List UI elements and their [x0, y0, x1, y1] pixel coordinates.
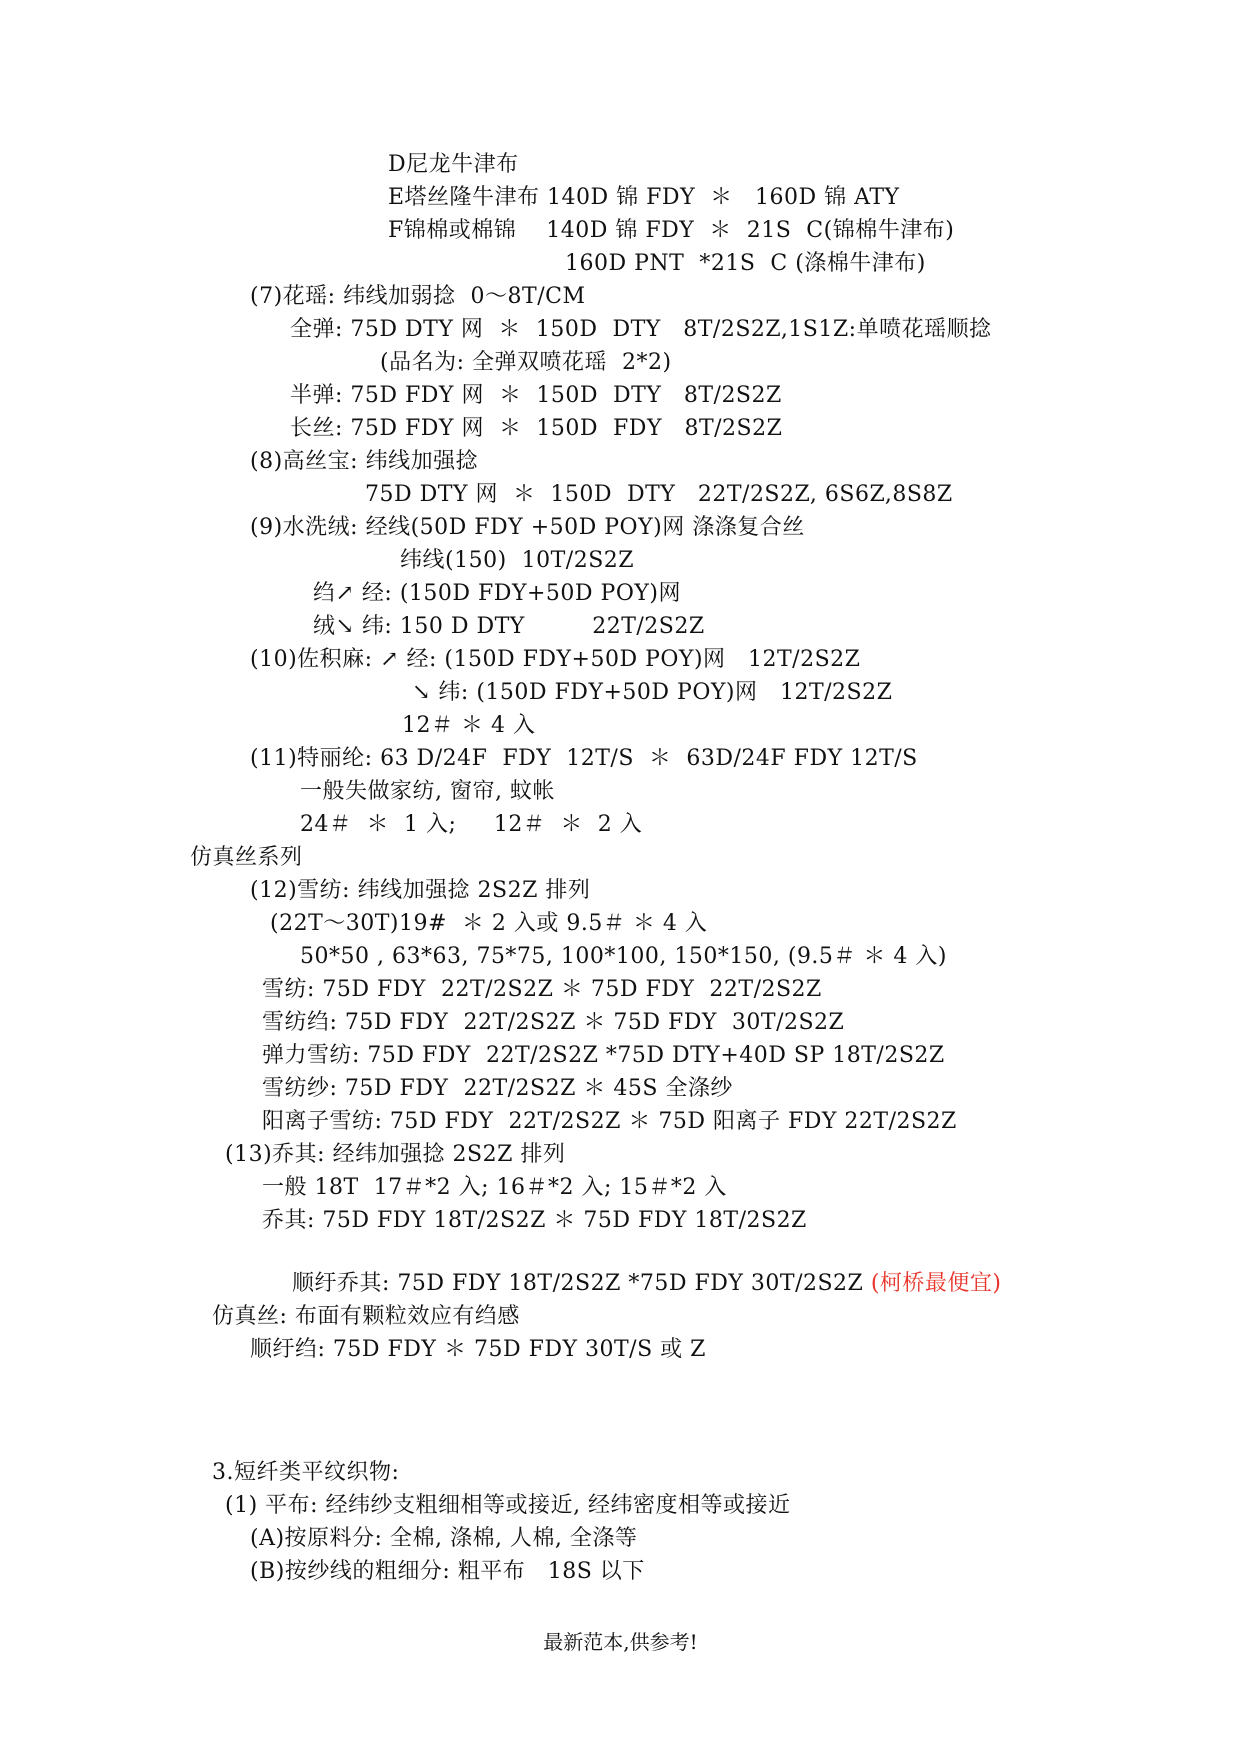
text-line: 160D PNT *21S C (涤棉牛津布) [565, 251, 926, 276]
text-line: 绉↗ 经: (150D FDY+50D POY)网 [313, 581, 681, 606]
text-line: 一般 18T 17＃*2 入; 16＃*2 入; 15＃*2 入 [262, 1175, 727, 1200]
text-line: (7)花瑶: 纬线加弱捻 0～8T/CM [250, 284, 586, 309]
text-line: (1) 平布: 经纬纱支粗细相等或接近, 经纬密度相等或接近 [225, 1493, 791, 1518]
text-line: F锦棉或棉锦 140D 锦 FDY ＊ 21S C(锦棉牛津布) [388, 218, 955, 243]
text-line: (9)水洗绒: 经线(50D FDY +50D POY)网 涤涤复合丝 [250, 515, 805, 540]
text-line: 顺纡绉: 75D FDY ＊ 75D FDY 30T/S 或 Z [250, 1337, 706, 1362]
highlight-note: (柯桥最便宜) [870, 1271, 1002, 1296]
text-line: 长丝: 75D FDY 网 ＊ 150D FDY 8T/2S2Z [290, 416, 783, 441]
text-line: 12＃ ＊ 4 入 [402, 713, 536, 738]
page-footer: 最新范本,供参考! [543, 1630, 698, 1654]
text-line: (品名为: 全弹双喷花瑶 2*2) [380, 350, 672, 375]
text-line: (13)乔其: 经纬加强捻 2S2Z 排列 [225, 1142, 566, 1167]
text-segment: 顺纡乔其: 75D FDY 18T/2S2Z *75D FDY 30T/2S2Z [291, 1271, 871, 1296]
text-line: 阳离子雪纺: 75D FDY 22T/2S2Z ＊ 75D 阳离子 FDY 22T/2S2Z [262, 1109, 957, 1134]
text-line: 75D DTY 网 ＊ 150D DTY 22T/2S2Z, 6S6Z,8S8Z [365, 482, 953, 507]
text-line: 一般失做家纺, 窗帘, 蚊帐 [300, 779, 555, 804]
section-heading: 3.短纤类平纹织物: [212, 1460, 400, 1485]
text-line: (A)按原料分: 全棉, 涤棉, 人棉, 全涤等 [250, 1526, 638, 1551]
text-line: 24＃ ＊ 1 入; 12＃ ＊ 2 入 [300, 812, 643, 837]
text-line: D尼龙牛津布 [388, 152, 519, 177]
text-line: 乔其: 75D FDY 18T/2S2Z ＊ 75D FDY 18T/2S2Z [262, 1208, 807, 1233]
text-line: 雪纺绉: 75D FDY 22T/2S2Z ＊ 75D FDY 30T/2S2Z [262, 1010, 845, 1035]
text-line: (22T～30T)19# ＊ 2 入或 9.5＃ ＊ 4 入 [270, 911, 708, 936]
text-line: 绒↘ 纬: 150 D DTY 22T/2S2Z [313, 614, 705, 639]
text-line: (B)按纱线的粗细分: 粗平布 18S 以下 [250, 1559, 645, 1584]
text-line: E塔丝隆牛津布 140D 锦 FDY ＊ 160D 锦 ATY [388, 185, 900, 210]
text-line: 半弹: 75D FDY 网 ＊ 150D DTY 8T/2S2Z [290, 383, 782, 408]
text-line: 雪纺: 75D FDY 22T/2S2Z ＊ 75D FDY 22T/2S2Z [262, 977, 822, 1002]
text-line: ↘ 纬: (150D FDY+50D POY)网 12T/2S2Z [412, 680, 893, 705]
text-line: (10)佐积麻: ↗ 经: (150D FDY+50D POY)网 12T/2S2Z [250, 647, 861, 672]
section-heading: 仿真丝系列 [190, 845, 303, 870]
text-line: 雪纺纱: 75D FDY 22T/2S2Z ＊ 45S 全涤纱 [262, 1076, 733, 1101]
text-line: 仿真丝: 布面有颗粒效应有绉感 [212, 1304, 520, 1329]
text-line: 弹力雪纺: 75D FDY 22T/2S2Z *75D DTY+40D SP 18T/2S2Z [262, 1043, 945, 1068]
text-line: 全弹: 75D DTY 网 ＊ 150D DTY 8T/2S2Z,1S1Z:单喷花瑶顺捻 [290, 317, 992, 342]
text-line: (11)特丽纶: 63 D/24F FDY 12T/S ＊ 63D/24F FDY 12T/S [250, 746, 918, 771]
text-line: 50*50 , 63*63, 75*75, 100*100, 150*150, (9.5＃ ＊ 4 入) [300, 944, 947, 969]
text-line: 纬线(150) 10T/2S2Z [400, 548, 635, 573]
text-line: (12)雪纺: 纬线加强捻 2S2Z 排列 [250, 878, 591, 903]
text-line: (8)高丝宝: 纬线加强捻 [250, 449, 479, 474]
